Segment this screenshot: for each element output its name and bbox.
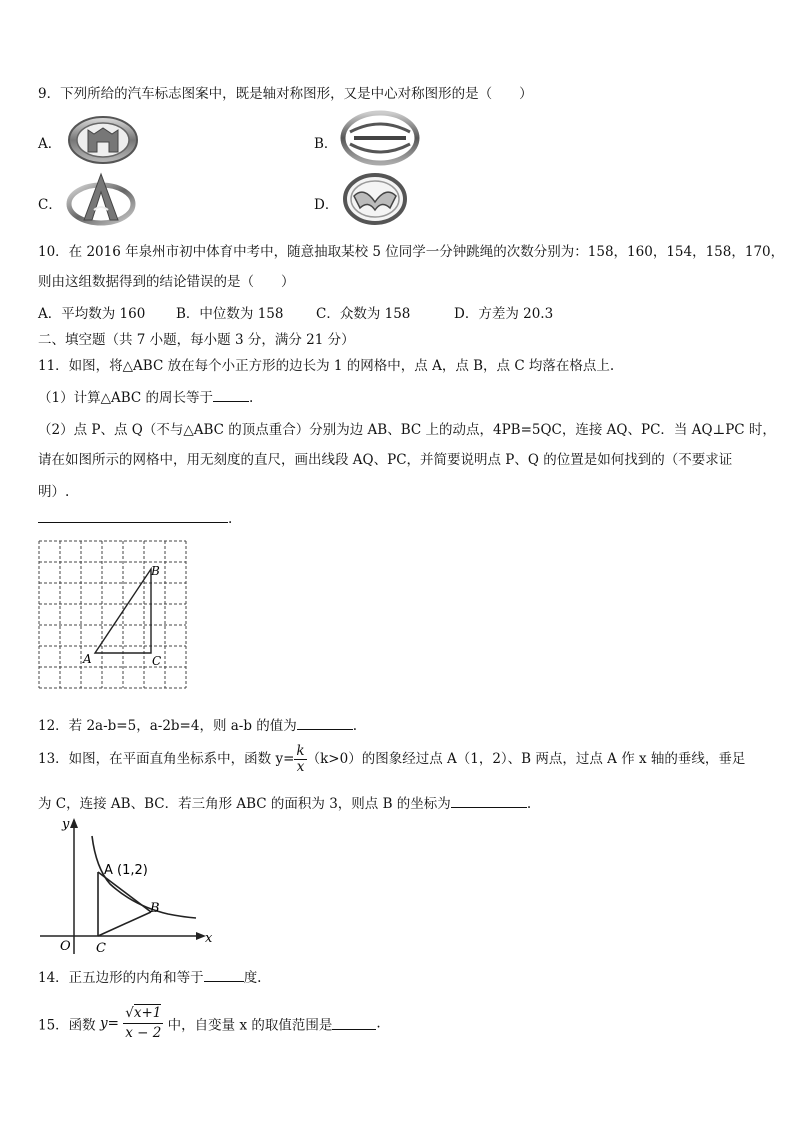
- q13-frac-den: x: [296, 759, 305, 775]
- q10-choice-b: B．中位数为 158: [176, 306, 284, 322]
- q15-fraction: [123, 1004, 163, 1043]
- q14-end: 度.: [243, 970, 262, 986]
- q15-frac-num: √x+1: [123, 1004, 163, 1024]
- q9-option-c-label: C．: [38, 197, 62, 213]
- section-2-heading: 二、填空题（共 7 小题，每小题 3 分，满分 21 分）: [38, 332, 355, 348]
- graph-label-b: B: [150, 901, 160, 916]
- mazda-logo-icon: [342, 172, 408, 226]
- q11-part1-blank[interactable]: [213, 389, 249, 402]
- q11-part1-text: （1）计算△ABC 的周长等于: [38, 390, 214, 406]
- q12-end: .: [352, 718, 358, 734]
- q15-text-b: 中，自变量 x 的取值范围是: [167, 1017, 333, 1034]
- q13-line2: [38, 792, 531, 812]
- q10-choice-d: D．方差为 20.3: [454, 306, 554, 322]
- q11-stem: 11．如图，将△ABC 放在每个小正方形的边长为 1 的网格中，点 A，点 B，点 C 均落在格点上.: [38, 358, 615, 374]
- graph-label-o: O: [60, 939, 71, 954]
- q15-y: y: [99, 1015, 108, 1032]
- q10-line1: 10．在 2016 年泉州市初中体育中考中，随意抽取某校 5 位同学一分钟跳绳的次数分别为：158，160，154，158，170，: [38, 244, 785, 260]
- q13-text-a: 13．如图，在平面直角坐标系中，函数 y=: [38, 751, 295, 767]
- q13-blank[interactable]: [451, 795, 527, 808]
- q14: [38, 966, 261, 986]
- label-c: C: [152, 654, 162, 668]
- q9-option-b-label: B．: [314, 136, 338, 152]
- q12: [38, 714, 357, 734]
- q15: [38, 1004, 381, 1043]
- q15-text-a: 15．函数: [38, 1017, 96, 1034]
- q13-fraction: [294, 744, 306, 775]
- graph-label-a: A (1,2): [104, 863, 148, 878]
- segment-ab: [98, 872, 151, 912]
- q15-eq: =: [107, 1015, 119, 1032]
- q15-frac-den: x − 2: [125, 1025, 162, 1041]
- q11-grid-lines: [39, 541, 186, 688]
- q10-choice-c: C．众数为 158: [316, 306, 411, 322]
- y-axis-arrow: [70, 818, 78, 828]
- q9-stem: 9．下列所给的汽车标志图案中，既是轴对称图形，又是中心对称图形的是（ ）: [38, 86, 533, 102]
- q14-blank[interactable]: [204, 969, 244, 982]
- q11-grid-figure: [38, 540, 190, 692]
- q13-line1: [38, 744, 745, 775]
- q13-text-c: 为 C，连接 AB、BC．若三角形 ABC 的面积为 3，则点 B 的坐标为: [38, 796, 451, 812]
- q14-text: 14．正五边形的内角和等于: [38, 970, 204, 986]
- q11-answer-end: .: [228, 511, 233, 527]
- q11-part1: [38, 386, 253, 406]
- q15-radicand: x+1: [133, 1005, 162, 1021]
- graph-label-x: x: [205, 931, 213, 946]
- q15-blank[interactable]: [332, 1017, 376, 1030]
- q15-end: .: [376, 1015, 381, 1032]
- q11-part1-end: .: [249, 390, 254, 406]
- label-b: B: [151, 564, 160, 578]
- graph-label-c: C: [96, 941, 106, 956]
- q11-part2-line3: 明）.: [38, 484, 70, 500]
- q10-choice-a: A．平均数为 160: [38, 306, 146, 322]
- q13-frac-num: k: [296, 743, 305, 759]
- q11-answer-line: [38, 510, 232, 527]
- label-a: A: [83, 652, 92, 666]
- q13-end: .: [526, 796, 532, 812]
- q11-part2-line1: （2）点 P、点 Q（不与△ABC 的顶点重合）分别为边 AB、BC 上的动点，4PB=5QC，连接 AQ、PC．当 AQ⊥PC 时，: [38, 422, 776, 438]
- chana-logo-icon: [66, 170, 136, 226]
- hafei-logo-icon: [340, 110, 420, 166]
- q12-text: 12．若 2a-b=5，a-2b=4，则 a-b 的值为: [38, 718, 297, 734]
- q13-text-b: （k>0）的图象经过点 A（1，2）、B 两点，过点 A 作 x 轴的垂线，垂足: [306, 751, 746, 767]
- q9-option-d-label: D．: [314, 197, 339, 213]
- q11-answer-blank[interactable]: [38, 510, 228, 523]
- q12-blank[interactable]: [297, 717, 353, 730]
- great-wall-logo-icon: [66, 114, 140, 166]
- graph-label-y: y: [62, 817, 70, 832]
- q9-option-a-label: A．: [38, 136, 62, 152]
- segment-bc: [98, 912, 151, 936]
- q11-part2-line2: 请在如图所示的网格中，用无刻度的直尺，画出线段 AQ、PC，并简要说明点 P、Q 的位置是如何找到的（不要求证: [38, 452, 733, 468]
- q13-graph-figure: [38, 816, 218, 956]
- q10-line2: 则由这组数据得到的结论错误的是（ ）: [38, 274, 295, 290]
